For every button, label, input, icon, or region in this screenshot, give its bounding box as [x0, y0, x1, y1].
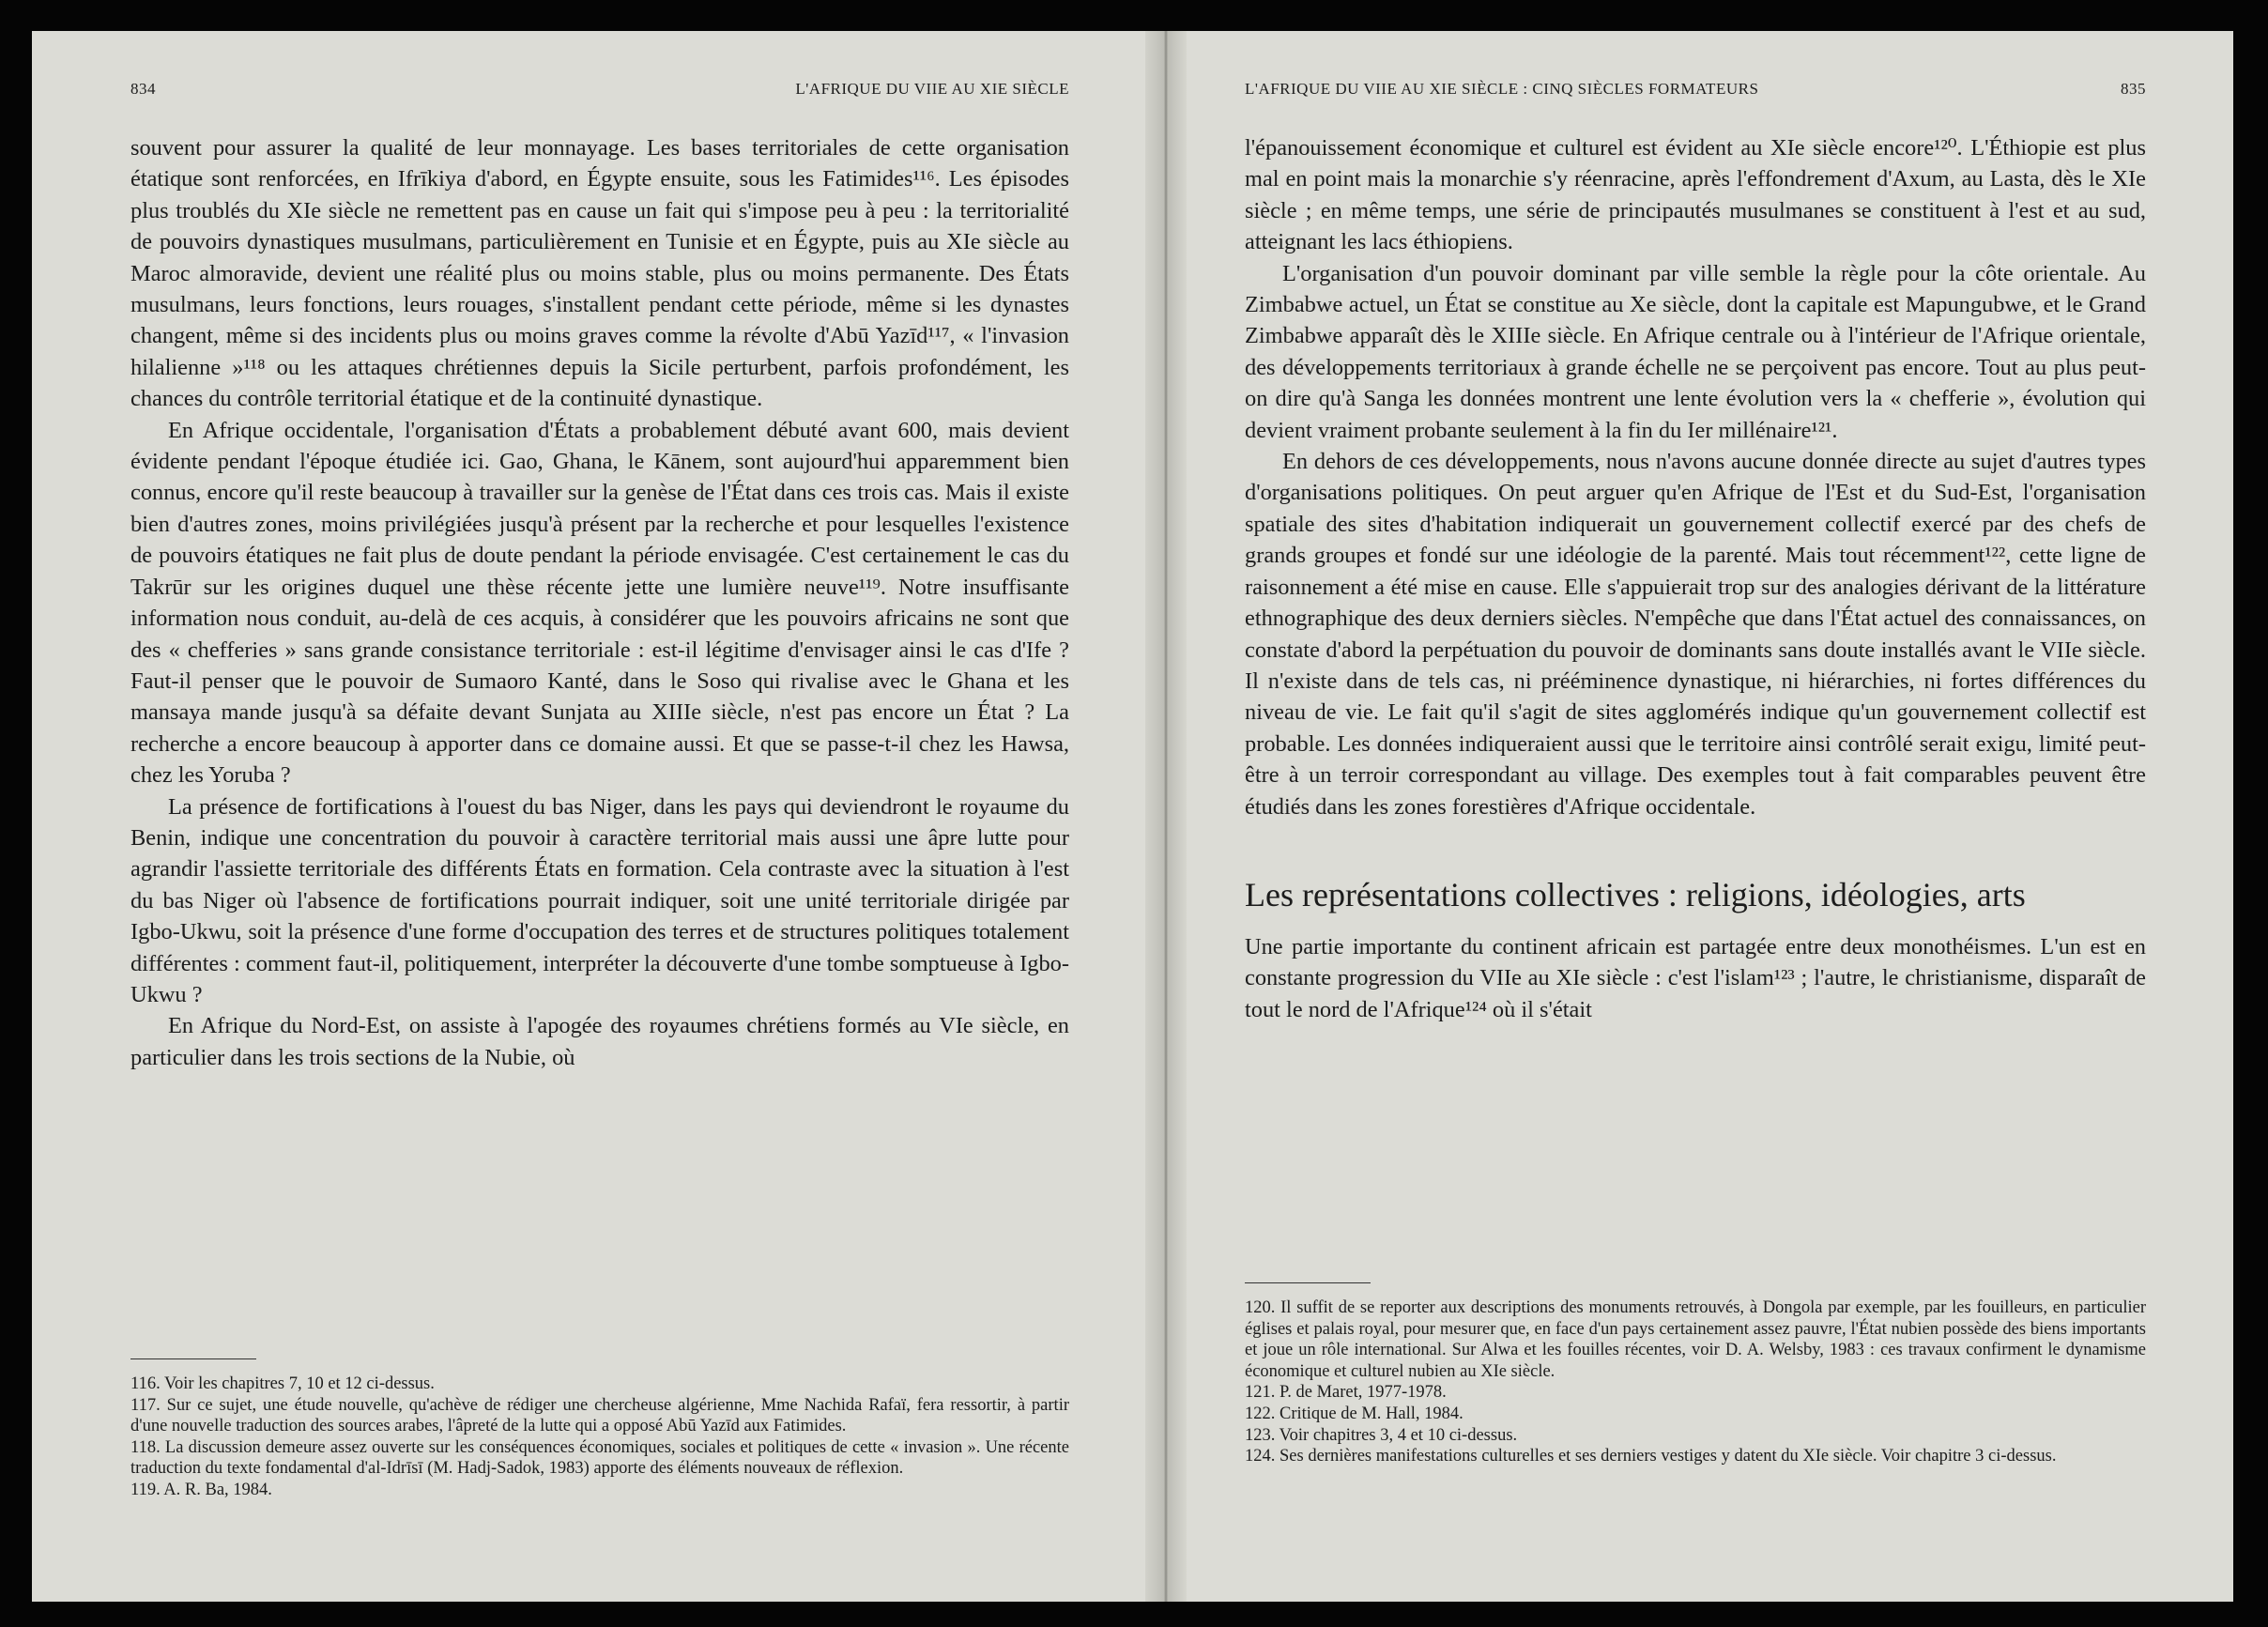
- paragraph: L'organisation d'un pouvoir dominant par ville semble la règle pour la côte orientale. Au Zimbabwe actuel, un État se constitue au Xe siècle, dont la capitale est Mapungubwe, et le Grand Zimbabwe apparaît dès le XIIIe siècle. En Afrique centrale ou à l'intérieur de l'Afrique orientale, des développements territoriaux à grande échelle ne se perçoivent pas encore. Tout au plus peut-on dire qu'à Sanga les données montrent une lente évolution vers la « chefferie », évolution qui devient vraiment probante seulement à la fin du Ier millénaire¹²¹.: [1245, 260, 2146, 443]
- right-page: [1245, 31, 2146, 1602]
- footnote: 124. Ses dernières manifestations culturelles et ses derniers vestiges y datent du XIe siècle. Voir chapitre 3 ci-dessus.: [1245, 1447, 2057, 1466]
- body-text: [1245, 132, 2146, 1025]
- paragraph: En dehors de ces développements, nous n'avons aucune donnée directe au sujet d'autres types d'organisations politiques. On peut arguer qu'en Afrique de l'Est et du Sud-Est, l'organisation spatiale des sites d'habitation indiquerait un gouvernement collectif exercé par des chefs de grands groupes et fondé sur une idéologie de la parenté. Mais tout récemment¹²², cette ligne de raisonnement a été mise en cause. Elle s'appuierait trop sur des analogies dérivant de la littérature ethnographique des deux derniers siècles. N'empêche que dans l'État actuel des connaissances, on constate d'abord la perpétuation du pouvoir de dominants sans doute installés avant le VIIe siècle. Il n'existe dans de tels cas, ni prééminence dynastique, ni hiérarchies, ni fortes différences du niveau de vie. Le fait qu'il s'agit de sites agglomérés indique qu'un gouvernement collectif est probable. Les données indiqueraient aussi que le territoire ainsi contrôlé serait exigu, limité peut-être à un terroir correspondant au village. Des exemples tout à fait comparables peuvent être étudiés dans les zones forestières d'Afrique occidentale.: [1245, 449, 2146, 820]
- footnote-rule: [130, 1358, 256, 1359]
- footnotes: [130, 1374, 1069, 1501]
- footnote: 121. P. de Maret, 1977-1978.: [1245, 1383, 1447, 1403]
- section-heading: Les représentations collectives : religions, idéologies, arts: [1245, 875, 2026, 913]
- footnote-rule: [1245, 1282, 1371, 1283]
- footnote: 122. Critique de M. Hall, 1984.: [1245, 1404, 1463, 1423]
- footnote: 123. Voir chapitres 3, 4 et 10 ci-dessus.: [1245, 1425, 1518, 1445]
- paragraph: l'épanouissement économique et culturel est évident au XIe siècle encore¹²⁰. L'Éthiopie est plus mal en point mais la monarchie s'y réenracine, après l'effondrement d'Axum, au Lasta, dès le XIe siècle ; en même temps, une série de principautés musulmanes se constituent à l'est et au sud, atteignant les lacs éthiopiens.: [1245, 135, 2146, 255]
- footnotes: [1245, 1297, 2146, 1467]
- left-page: [130, 31, 1069, 1602]
- page-number: 835: [2121, 80, 2146, 98]
- paragraph: En Afrique du Nord-Est, on assiste à l'apogée des royaumes chrétiens formés au VIe siècle, en particulier dans les trois sections de la Nubie, où: [130, 1013, 1069, 1070]
- footnote: 118. La discussion demeure assez ouverte sur les conséquences économiques, sociales et politiques de cette « invasion ». Une récente traduction du texte fondamental d'al-Idrīsī (M. Hadj-Sadok, 1983) apporte des éléments nouveaux de réflexion.: [130, 1437, 1069, 1479]
- footnote: 119. A. R. Ba, 1984.: [130, 1480, 272, 1499]
- book-spread: [32, 31, 2233, 1602]
- paragraph: La présence de fortifications à l'ouest du bas Niger, dans les pays qui deviendront le royaume du Benin, indique une concentration du pouvoir à caractère territorial mais aussi une âpre lutte pour agrandir l'assiette territoriale des différents États en formation. Cela contraste avec la situation à l'est du bas Niger où l'absence de fortifications pourrait indiquer, soit une unité territoriale dirigée par Igbo-Ukwu, soit la présence d'une forme d'occupation des terres et de structures politiques totalement différentes : comment faut-il, politiquement, interpréter la découverte d'une tombe somptueuse à Igbo-Ukwu ?: [130, 793, 1069, 1007]
- footnote: 116. Voir les chapitres 7, 10 et 12 ci-dessus.: [130, 1374, 435, 1393]
- paragraph: Une partie importante du continent africain est partagée entre deux monothéismes. L'un est en constante progression du VIIe au XIe siècle : c'est l'islam¹²³ ; l'autre, le christianisme, disparaît de tout le nord de l'Afrique¹²⁴ où il s'était: [1245, 933, 2146, 1022]
- footnote: 117. Sur ce sujet, une étude nouvelle, qu'achève de rédiger une chercheuse algérienne, Mme Nachida Rafaï, fera ressortir, à partir d'une nouvelle traduction des sources arabes, l'âpreté de la lutte qui a opposé Abū Yazīd aux Fatimides.: [130, 1395, 1069, 1436]
- running-head-title: L'AFRIQUE DU VIIE AU XIE SIÈCLE : CINQ SIÈCLES FORMATEURS: [1245, 80, 1759, 98]
- paragraph: En Afrique occidentale, l'organisation d'États a probablement débuté avant 600, mais devient évidente pendant l'époque étudiée ici. Gao, Ghana, le Kānem, sont aujourd'hui apparemment bien connus, encore qu'il reste beaucoup à travailler sur la genèse de l'État dans ces trois cas. Mais il existe bien d'autres zones, moins privilégiées jusqu'à présent par la recherche et pour lesquelles l'existence de pouvoirs étatiques ne fait plus de doute pendant la période envisagée. C'est certainement le cas du Takrūr sur les origines duquel une thèse récente jette une lumière neuve¹¹⁹. Notre insuffisante information nous conduit, au-delà de ces acquis, à considérer que les pouvoirs africains ne sont que des « chefferies » sans grande consistance territoriale : est-il légitime d'envisager ainsi le cas d'Ife ? Faut-il penser que le pouvoir de Sumaoro Kanté, dans le Soso qui rivalise avec le Ghana et les mansaya mande jusqu'à sa défaite devant Sunjata au XIIIe siècle, n'est pas encore un État ? La recherche a encore beaucoup à apporter dans ce domaine aussi. Et que se passe-t-il chez les Hawsa, chez les Yoruba ?: [130, 417, 1069, 789]
- page-number: 834: [130, 80, 156, 98]
- running-head-title: L'AFRIQUE DU VIIE AU XIE SIÈCLE: [795, 80, 1069, 98]
- book-gutter: [1145, 31, 1187, 1602]
- footnote: 120. Il suffit de se reporter aux descriptions des monuments retrouvés, à Dongola par exemple, par les fouilleurs, en particulier églises et palais royal, pour mesurer que, en face d'un pays certainement assez pauvre, l'État nubien possède des biens importants et joue un rôle international. Sur Alwa et les fouilles récentes, voir D. A. Welsby, 1983 : ces travaux confirment le dynamisme économique et culturel nubien au XIe siècle.: [1245, 1298, 2146, 1381]
- paragraph: souvent pour assurer la qualité de leur monnayage. Les bases territoriales de cette organisation étatique sont renforcées, en Ifrīkiya d'abord, en Égypte ensuite, sous les Fatimides¹¹⁶. Les épisodes plus troublés du XIe siècle ne remettent pas en cause un fait qui s'impose peu à peu : la territorialité de pouvoirs dynastiques musulmans, particulièrement en Tunisie et en Égypte, puis au XIe siècle au Maroc almoravide, devient une réalité plus ou moins stable, plus ou moins permanente. Des États musulmans, leurs fonctions, leurs rouages, s'installent pendant cette période, même si les dynastes changent, même si des incidents plus ou moins graves comme la révolte d'Abū Yazīd¹¹⁷, « l'invasion hilalienne »¹¹⁸ ou les attaques chrétiennes depuis la Sicile perturbent, parfois profondément, les chances du contrôle territorial étatique et de la continuité dynastique.: [130, 135, 1069, 412]
- body-text: [130, 132, 1069, 1073]
